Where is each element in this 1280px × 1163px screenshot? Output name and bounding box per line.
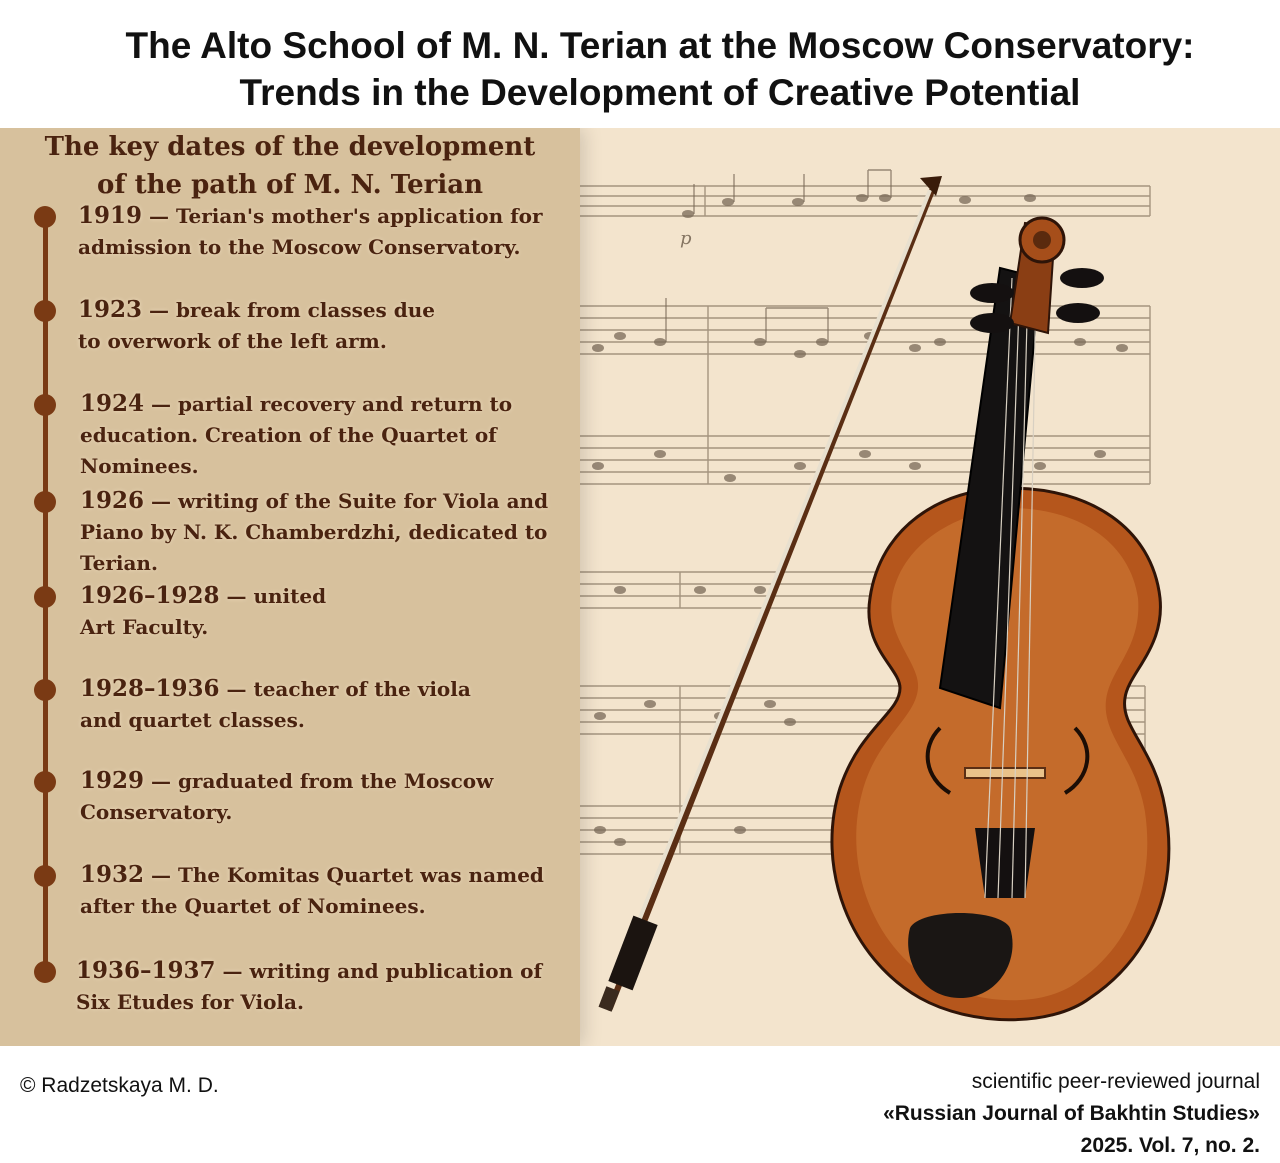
event-description: — Terian's mother's application for admission to the Moscow Conservatory.: [78, 204, 543, 259]
event-year: 1926: [80, 487, 145, 514]
event-description: — The Komitas Quartet was named after the Quartet of Nominees.: [80, 863, 544, 918]
journal-info: [883, 1066, 1260, 1162]
timeline-event-text: [80, 859, 570, 922]
event-description: — teacher of the viola and quartet classes.: [80, 677, 471, 732]
journal-type: scientific peer-reviewed journal: [971, 1070, 1260, 1093]
timeline-heading: [30, 128, 550, 204]
event-description: — graduated from the Moscow Conservatory.: [80, 769, 494, 824]
journal-name: «Russian Journal of Bakhtin Studies»: [883, 1102, 1260, 1125]
event-description: — writing and publication of Six Etudes for Viola.: [76, 959, 543, 1014]
event-description: — united Art Faculty.: [80, 584, 327, 639]
event-year: 1919: [78, 202, 143, 229]
event-year: 1932: [80, 861, 145, 888]
timeline-heading-line-1: The key dates of the development: [44, 132, 536, 162]
page-title: [0, 22, 1280, 116]
event-year: 1924: [80, 390, 145, 417]
svg-text:p: p: [680, 228, 692, 249]
timeline-dot: [34, 865, 56, 887]
timeline-event-text: [80, 580, 360, 643]
event-year: 1923: [78, 296, 143, 323]
timeline-event-text: [80, 673, 510, 736]
timeline-event-text: [78, 200, 568, 263]
timeline-dot: [34, 491, 56, 513]
event-year: 1936–1937: [76, 957, 216, 984]
event-year: 1928–1936: [80, 675, 220, 702]
journal-issue: 2025. Vol. 7, no. 2.: [1080, 1134, 1260, 1157]
illustration-area: [0, 128, 1280, 1046]
event-year: 1929: [80, 767, 145, 794]
timeline-event-text: [80, 485, 570, 579]
timeline-event-text: [76, 955, 576, 1018]
event-year: 1926–1928: [80, 582, 220, 609]
title-line-2: Trends in the Development of Creative Potential: [239, 72, 1081, 113]
timeline-dot: [34, 206, 56, 228]
timeline-dot: [34, 586, 56, 608]
timeline-event-text: [80, 765, 520, 828]
timeline-dot: [34, 300, 56, 322]
timeline-heading-line-2: of the path of M. N. Terian: [97, 170, 483, 200]
violin-body: [832, 218, 1169, 1020]
timeline-dot: [34, 679, 56, 701]
timeline-event-text: [80, 388, 540, 482]
timeline-dot: [34, 771, 56, 793]
title-line-1: The Alto School of M. N. Terian at the Moscow Conservatory:: [125, 25, 1195, 66]
timeline-event-text: [78, 294, 458, 357]
copyright-text: © Radzetskaya M. D.: [20, 1074, 219, 1097]
timeline-panel: [0, 128, 580, 1046]
violin-illustration: [580, 128, 1280, 1046]
timeline-dot: [34, 394, 56, 416]
event-description: — writing of the Suite for Viola and Piano by N. K. Chamberdzhi, dedicated to Terian.: [80, 489, 549, 575]
timeline-dot: [34, 961, 56, 983]
event-description: — partial recovery and return to education. Creation of the Quartet of Nominees.: [80, 392, 513, 478]
event-description: — break from classes due to overwork of the left arm.: [78, 298, 436, 353]
